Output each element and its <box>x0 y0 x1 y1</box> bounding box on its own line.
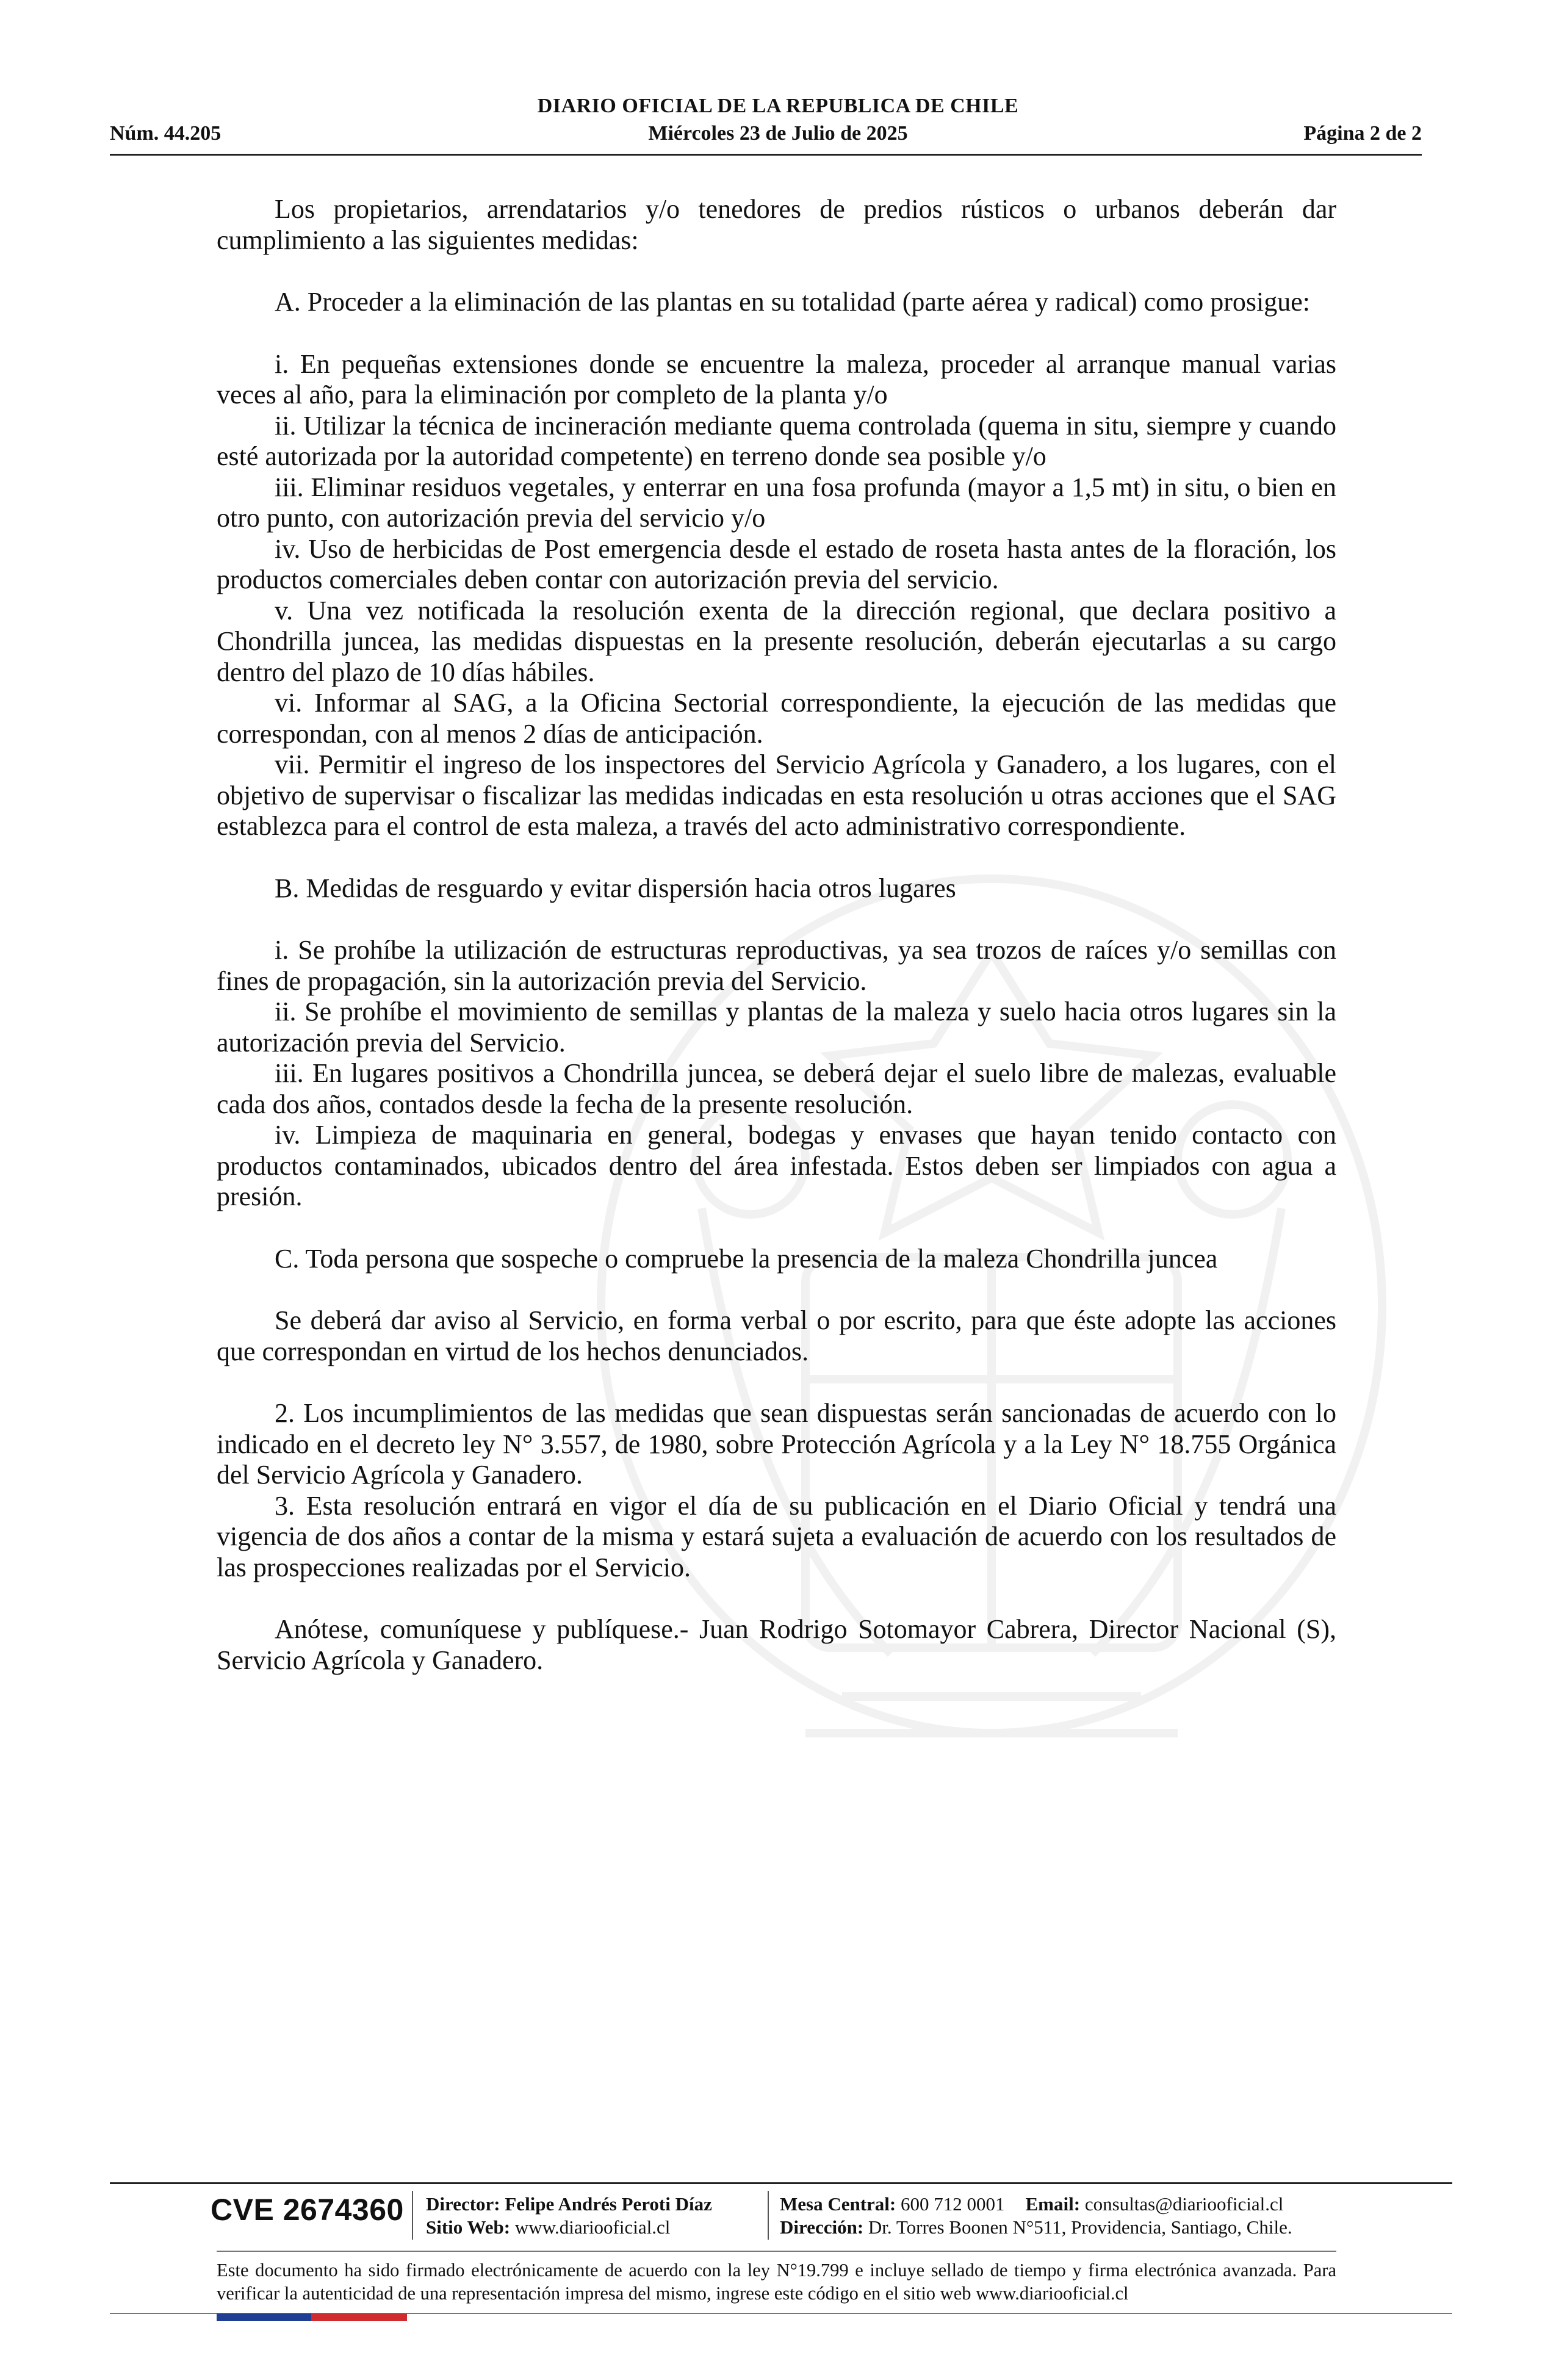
article-3: 3. Esta resolución entrará en vigor el día de su publicación en el Diario Oficial y tendrá una vigencia de dos años a contar de la misma y estará sujeta a evaluación de acuerdo con los resultados de las prospecciones realizadas por el Servicio. <box>217 1490 1336 1582</box>
newspaper-title: DIARIO OFICIAL DE LA REPUBLICA DE CHILE <box>537 95 1019 117</box>
footer-director-block <box>426 2193 712 2239</box>
issue-number: Núm. 44.205 <box>110 122 222 145</box>
signature-verification-note: Este documento ha sido firmado electrónicamente de acuerdo con la ley N°19.799 e incluye sellado de tiempo y firma electrónica avanzada. Para verificar la autenticidad de una representación impresa del mismo, ingrese este código en el sitio web www.diariooficial.cl <box>217 2260 1336 2304</box>
flag-stripe-red <box>311 2313 407 2321</box>
page-indicator: Página 2 de 2 <box>1303 122 1422 145</box>
email-link[interactable]: consultas@diariooficial.cl <box>1084 2193 1284 2215</box>
mesa-phone: 600 712 0001 <box>901 2193 1005 2215</box>
section-b-item: ii. Se prohíbe el movimiento de semillas y plantas de la maleza y suelo hacia otros lugares sin la autorización previa del Servicio. <box>217 997 1336 1058</box>
mesa-label: Mesa Central: <box>780 2193 896 2215</box>
section-a-item: i. En pequeñas extensiones donde se encuentre la maleza, proceder al arranque manual varias veces al año, para la eliminación por completo de la planta y/o <box>217 348 1336 409</box>
footer-divider <box>110 2182 1452 2184</box>
intro-paragraph: Los propietarios, arrendatarios y/o tenedores de predios rústicos o urbanos deberán dar cumplimiento a las siguientes medidas: <box>217 194 1336 255</box>
site-label: Sitio Web: <box>426 2216 511 2238</box>
section-a-item: vii. Permitir el ingreso de los inspectores del Servicio Agrícola y Ganadero, a los lugares, con el objetivo de supervisar o fiscalizar las medidas indicadas en esta resolución u otras acciones que el SAG establezca para el control de esta maleza, a través del acto administrativo correspondiente. <box>217 749 1336 841</box>
cve-code: CVE 2674360 <box>211 2193 404 2227</box>
issue-date: Miércoles 23 de Julio de 2025 <box>648 122 908 145</box>
section-b-item: iv. Limpieza de maquinaria en general, bodegas y envases que hayan tenido contacto con productos contaminados, ubicados dentro del área infestada. Estos deben ser limpiados con agua a presión. <box>217 1120 1336 1211</box>
signature-paragraph: Anótese, comuníquese y publíquese.- Juan Rodrigo Sotomayor Cabrera, Director Nacional (S), Servicio Agrícola y Ganadero. <box>217 1614 1336 1675</box>
footer-inner-divider <box>217 2251 1336 2252</box>
section-a-item: iii. Eliminar residuos vegetales, y enterrar en una fosa profunda (mayor a 1,5 mt) in situ, o bien en otro punto, con autorización previa del servicio y/o <box>217 472 1336 533</box>
section-c-text: Se deberá dar aviso al Servicio, en forma verbal o por escrito, para que éste adopte las acciones que correspondan en virtud de los hechos denunciados. <box>217 1305 1336 1366</box>
article-2: 2. Los incumplimientos de las medidas que sean dispuestas serán sancionadas de acuerdo con lo indicado en el decreto ley N° 3.557, de 1980, sobre Protección Agrícola y a la Ley N° 18.755 Orgánica del Servicio Agrícola y Ganadero. <box>217 1398 1336 1490</box>
email-label: Email: <box>1025 2193 1081 2215</box>
section-a-item: v. Una vez notificada la resolución exenta de la dirección regional, que declara positivo a Chondrilla juncea, las medidas dispuestas en la presente resolución, deberán ejecutarlas a su cargo dentro del plazo de 10 días hábiles. <box>217 595 1336 687</box>
address-value: Dr. Torres Boonen N°511, Providencia, Santiago, Chile. <box>868 2216 1292 2238</box>
section-b-heading: B. Medidas de resguardo y evitar dispersión hacia otros lugares <box>275 873 956 903</box>
address-label: Dirección: <box>780 2216 864 2238</box>
document-body <box>217 194 1336 1676</box>
section-a-heading: A. Proceder a la eliminación de las plantas en su totalidad (parte aérea y radical) como prosigue: <box>275 287 1310 317</box>
header-divider <box>110 154 1422 156</box>
section-c-heading: C. Toda persona que sospeche o compruebe la presencia de la maleza Chondrilla juncea <box>275 1243 1218 1274</box>
section-a-item: ii. Utilizar la técnica de incineración mediante quema controlada (quema in situ, siempre y cuando esté autorizada por la autoridad competente) en terreno donde sea posible y/o <box>217 410 1336 471</box>
director-name: Felipe Andrés Peroti Díaz <box>505 2193 712 2215</box>
section-a-item: iv. Uso de herbicidas de Post emergencia desde el estado de roseta hasta antes de la floración, los productos comerciales deben contar con autorización previa del servicio. <box>217 533 1336 594</box>
footer-separator <box>768 2191 769 2240</box>
footer-contact-block <box>780 2193 1292 2239</box>
site-link[interactable]: www.diariooficial.cl <box>514 2216 671 2238</box>
section-b-item: iii. En lugares positivos a Chondrilla juncea, se deberá dejar el suelo libre de malezas, evaluable cada dos años, contados desde la fecha de la presente resolución. <box>217 1058 1336 1119</box>
flag-stripe-blue <box>217 2313 311 2321</box>
director-label: Director: <box>426 2193 500 2215</box>
section-b-item: i. Se prohíbe la utilización de estructuras reproductivas, ya sea trozos de raíces y/o semillas con fines de propagación, sin la autorización previa del Servicio. <box>217 935 1336 996</box>
section-a-item: vi. Informar al SAG, a la Oficina Sectorial correspondiente, la ejecución de las medidas que correspondan, con al menos 2 días de anticipación. <box>217 688 1336 749</box>
footer-separator <box>412 2191 413 2240</box>
